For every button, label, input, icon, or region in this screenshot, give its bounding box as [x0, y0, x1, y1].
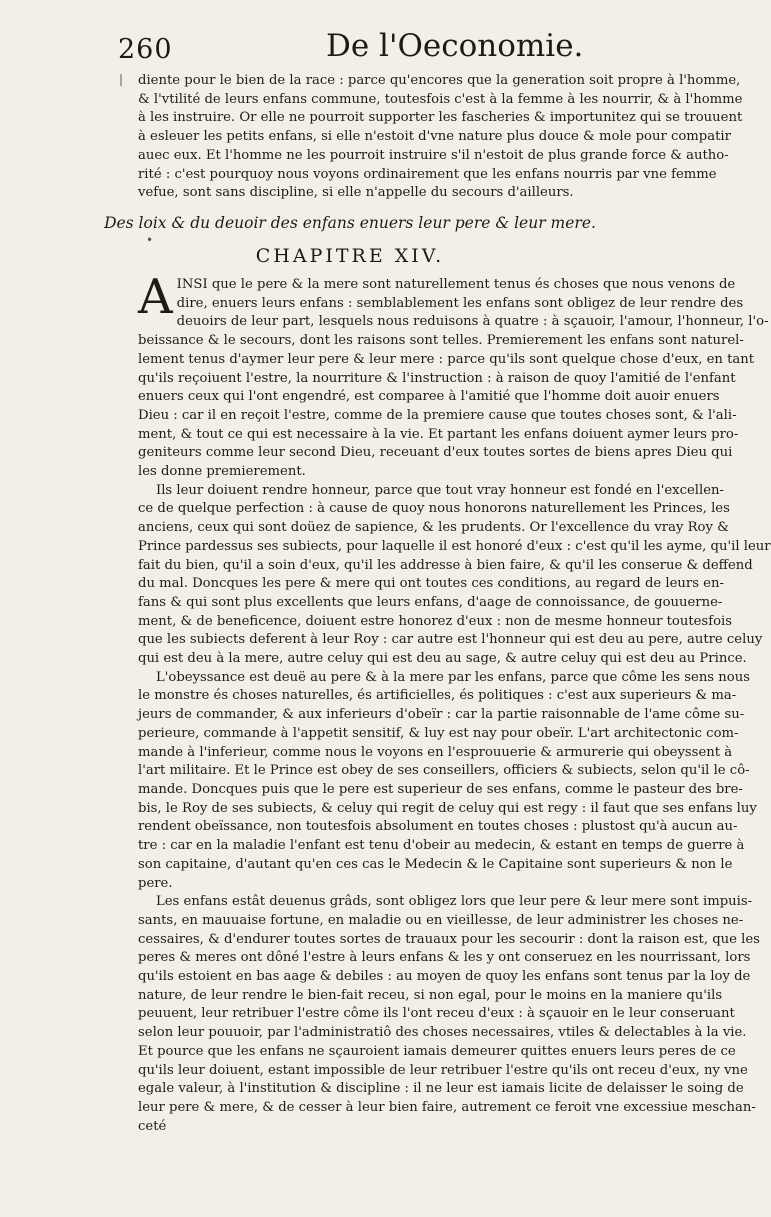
text-line: rité : c'est pourquoy nous voyons ordinairement que les enfans nourris par vne femme — [138, 166, 717, 182]
text-line: Dieu : car il en reçoit l'estre, comme de la premiere cause que toutes choses sont, & l'ali- — [138, 407, 737, 423]
running-title: De l'Oeconomie. — [326, 28, 584, 64]
text-line: vefue, sont sans discipline, si elle n'appelle du secours d'ailleurs. — [138, 185, 574, 201]
text-line: beissance & le secours, dont les raisons sont telles. Premierement les enfans sont naturel- — [138, 333, 744, 349]
text-line: dire, enuers leurs enfans : semblablement les enfans sont obligez de leur rendre des — [176, 295, 744, 311]
text-line: sants, en mauuaise fortune, en maladie ou en vieillesse, de leur administrer les choses ne- — [138, 912, 744, 928]
text-line: du mal. Doncques les pere & mere qui ont toutes ces conditions, au regard de leurs en- — [138, 576, 724, 592]
text-line: mande à l'inferieur, comme nous le voyons en l'esprouuerie & armurerie qui obeyssent à — [138, 744, 733, 760]
text-line: ment, & tout ce qui est necessaire à la vie. Et partant les enfans doiuent aymer leurs pro- — [138, 426, 739, 442]
text-line: qu'ils estoient en bas aage & debiles : au moyen de quoy les enfans sont tenus par la loy de — [138, 969, 751, 985]
text-line: selon leur pouuoir, par l'administratiô des choses necessaires, vtiles & delectables à la vie. — [138, 1025, 747, 1041]
text-line: fans & qui sont plus excellents que leurs enfans, d'aage de connoissance, de gouuerne- — [138, 594, 723, 610]
text-line: Ils leur doiuent rendre honneur, parce que tout vray honneur est fondé en l'excellen- — [156, 482, 724, 498]
text-line: L'obeyssance est deuë au pere & à la mere par les enfans, parce que côme les sens nous — [156, 669, 750, 685]
text-line: peuuent, leur retribuer l'estre côme ils l'ont receu d'eux : à sçauoir en le leur conseruant — [138, 1006, 735, 1022]
text-line: pere. — [138, 875, 173, 891]
text-line: qui est deu à la mere, autre celuy qui est deu au sage, & autre celuy qui est deu au Prince. — [138, 651, 747, 667]
intro-paragraph — [138, 72, 743, 203]
text-line: qu'ils reçoiuent l'estre, la nourriture & l'instruction : à raison de quoy l'amitié de l'enfant — [138, 370, 736, 386]
text-line: jeurs de commander, & aux inferieurs d'obeïr : car la partie raisonnable de l'ame côme su- — [138, 707, 745, 723]
paragraph-honor — [138, 482, 771, 669]
text-line: Les enfans estât deuenus grâds, sont obligez lors que leur pere & leur mere sont impuis- — [156, 894, 753, 910]
text-line: auec eux. Et l'homme ne les pourroit instruire s'il n'estoit de plus grande force & autho- — [138, 147, 729, 163]
text-line: lement tenus d'aymer leur pere & leur mere : parce qu'ils sont quelque chose d'eux, en tant — [138, 351, 755, 367]
text-line: son capitaine, d'autant qu'en ces cas le Medecin & le Capitaine sont superieurs & non le — [138, 856, 733, 872]
text-line: anciens, ceux qui sont doüez de sapience, & les prudents. Or l'excellence du vray Roy & — [138, 520, 729, 536]
text-line: enuers ceux qui l'ont engendré, est comparee à l'amitié que l'homme doit auoir enuers — [138, 389, 720, 405]
text-line: ce de quelque perfection : à cause de quoy nous honorons naturellement les Princes, les — [138, 501, 730, 517]
paragraph-love — [138, 269, 769, 482]
text-line: & l'vtilité de leurs enfans commune, toutesfois c'est à la femme à les nourrir, & à l'homme — [138, 91, 743, 107]
text-line: nature, de leur rendre le bien-fait receu, si non egal, pour le moins en la maniere qu'ils — [138, 987, 723, 1003]
text-line: Et pource que les enfans ne sçauroient iamais demeurer quittes enuers leurs peres de ce — [138, 1043, 736, 1059]
paragraph-succour — [138, 893, 760, 1136]
margin-mark: | — [119, 72, 124, 86]
chapter-title: CHAPITRE XIV. — [255, 245, 445, 267]
text-line: diente pour le bien de la race : parce qu'encores que la generation soit propre à l'homme, — [138, 73, 741, 88]
text-line: à esleuer les petits enfans, si elle n'estoit d'vne nature plus douce & mole pour compatir — [138, 129, 731, 145]
page-number: 260 — [118, 34, 173, 65]
text-line: fait du bien, qu'il a soin d'eux, qu'il les addresse à bien faire, & qu'il les conserue & deffend — [138, 557, 753, 573]
text-line: le monstre és choses naturelles, és artificielles, és politiques : c'est aux superieurs & ma- — [138, 688, 737, 704]
text-line: les donne premierement. — [138, 464, 306, 480]
text-line: cessaires, & d'endurer toutes sortes de trauaux pour les secourir : dont la raison est, que les — [138, 931, 760, 947]
text-line: peres & meres ont dôné l'estre à leurs enfans & les y ont conseruez en les nourrissant, lors — [138, 950, 751, 966]
text-line: deuoirs de leur part, lesquels nous reduisons à quatre : à sçauoir, l'amour, l'honneur, l'o- — [176, 314, 769, 330]
paragraph-obedience — [138, 669, 757, 893]
text-line: leur pere & mere, & de cesser à leur bien faire, autrement ce feroit vne excessiue meschan- — [138, 1099, 756, 1115]
text-line: perieure, commande à l'appetit sensitif, & luy est nay pour obeïr. L'art architectonic com- — [138, 725, 739, 741]
text-line: Prince pardessus ses subiects, pour laquelle il est honoré d'eux : c'est qu'il les ayme, qu'il leur — [138, 538, 771, 554]
text-line: qu'ils leur doiuent, estant impossible de leur retribuer l'estre qu'ils ont receu d'eux, ny vne — [138, 1062, 748, 1078]
text-line: egale valeur, à l'institution & discipline : il ne leur est iamais licite de delaisser le soing de — [138, 1081, 744, 1097]
text-line: INSI que le pere & la mere sont naturellement tenus és choses que nous venons de — [176, 277, 736, 292]
chapter-body — [138, 269, 771, 1136]
text-line: rendent obeïssance, non toutesfois absolument en toutes choses : plustost qu'à aucun au- — [138, 819, 738, 835]
section-title: Des loix & du deuoir des enfans enuers leur pere & leur mere. — [104, 214, 596, 232]
text-line: geniteurs comme leur second Dieu, receuant d'eux toutes sortes de biens apres Dieu qui — [138, 445, 733, 461]
text-line: l'art militaire. Et le Prince est obey de ses conseillers, officiers & subiects, selon qu'il le cô- — [138, 763, 750, 779]
text-line: à les instruire. Or elle ne pourroit supporter les fascheries & importunitez qui se trouuent — [138, 110, 743, 126]
text-line: mande. Doncques puis que le pere est superieur de ses enfans, comme le pasteur des bre- — [138, 781, 743, 797]
page-header — [118, 28, 660, 68]
text-line: ceté — [138, 1118, 167, 1134]
text-line: ment, & de beneficence, doiuent estre honorez d'eux : non de mesme honneur toutesfois — [138, 613, 733, 629]
drop-cap: A — [138, 269, 173, 325]
margin-bullet: • — [146, 233, 154, 247]
text-line: que les subiects deferent à leur Roy : car autre est l'honneur qui est deu au pere, autre celuy — [138, 632, 763, 648]
text-line: tre : car en la maladie l'enfant est tenu d'obeir au medecin, & estant en temps de guerre à — [138, 838, 745, 854]
text-line: bis, le Roy de ses subiects, & celuy qui regit de celuy qui est regy : il faut que ses enfans luy — [138, 800, 757, 816]
